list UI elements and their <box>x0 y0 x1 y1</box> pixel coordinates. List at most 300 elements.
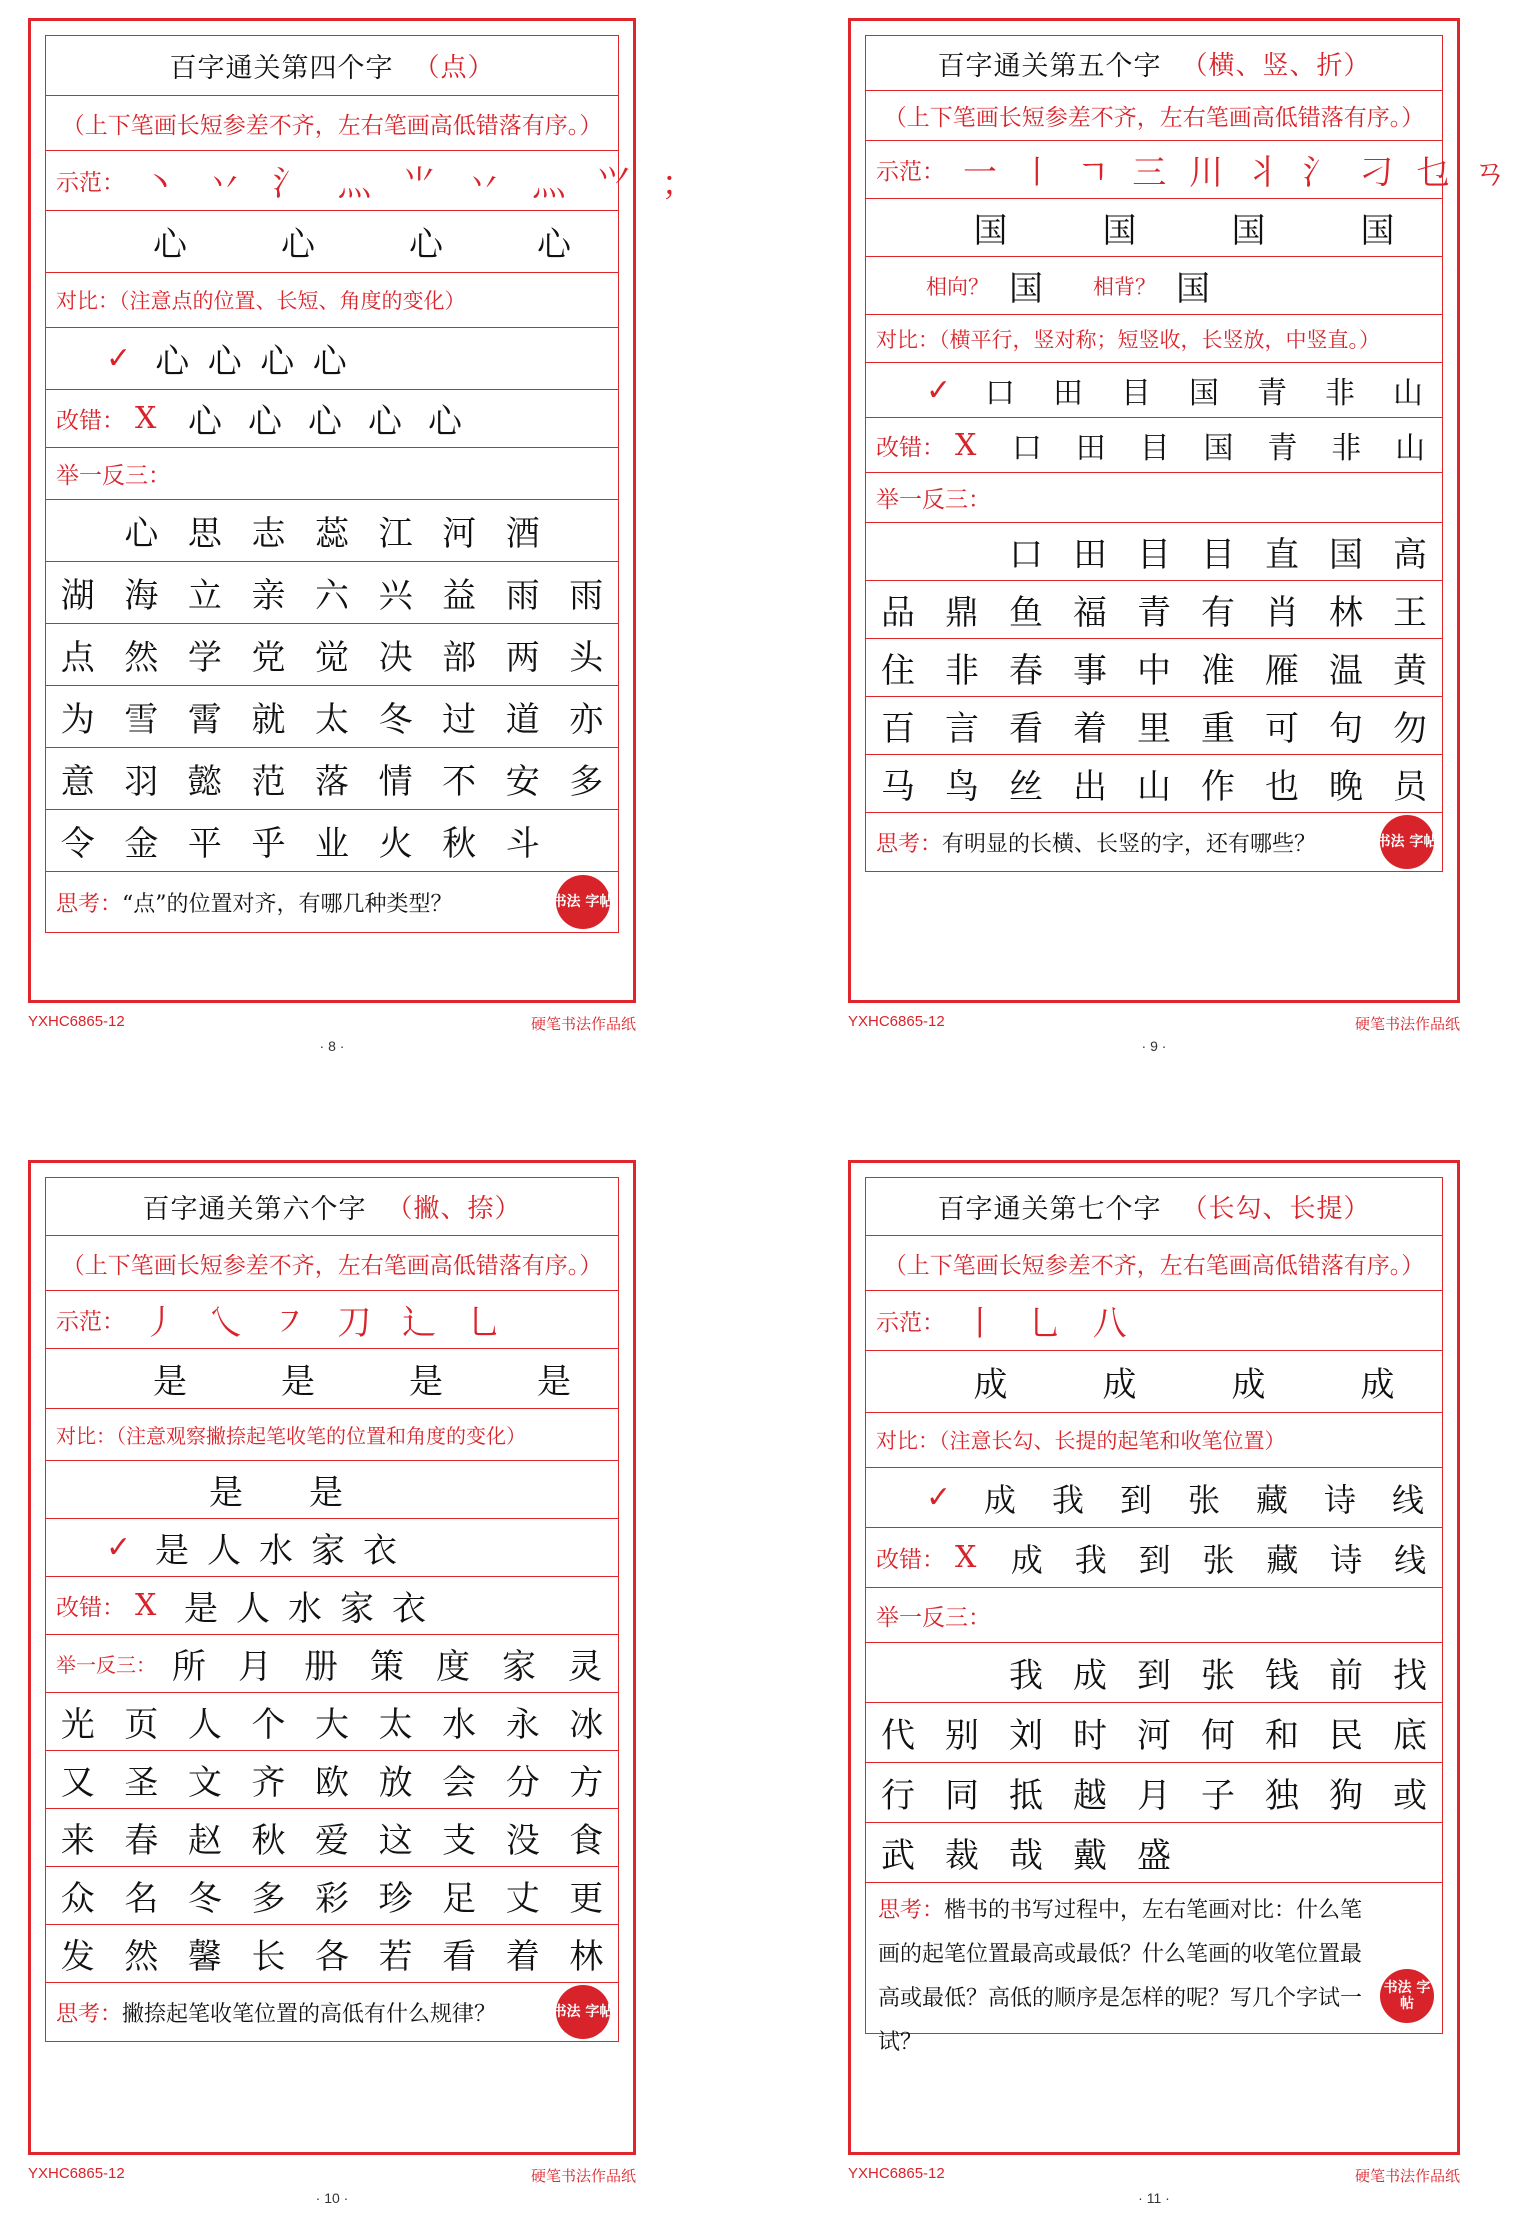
char-cell: 长 <box>251 1937 286 1977</box>
wrong-char: 衣 <box>392 1589 426 1629</box>
char-cell: 度 <box>436 1647 470 1687</box>
char-cell: 成 <box>1073 1656 1107 1696</box>
char-cell: 抵 <box>1009 1776 1043 1816</box>
check-row <box>866 1468 1442 1528</box>
think-label: 思考： <box>876 831 943 857</box>
char-cell: 秋 <box>442 824 477 864</box>
think-text: 有明显的长横、长竖的字，还有哪些？ <box>942 831 1317 857</box>
char-cell: 册 <box>304 1647 338 1687</box>
seal-stamp: 书法 字帖 <box>556 1985 610 2039</box>
wrong-label: 改错： <box>876 434 945 461</box>
char-cell: 点 <box>60 638 95 678</box>
page-title <box>866 36 1442 91</box>
title-subtitle: （点） <box>413 53 495 83</box>
check-icon: ✓ <box>926 1480 952 1515</box>
char-cell: 多 <box>569 762 604 802</box>
char-cell: 林 <box>1329 593 1363 633</box>
check-char: 线 <box>1391 1480 1424 1519</box>
page-8 <box>28 18 706 1058</box>
char-cell: 策 <box>370 1647 404 1687</box>
char-cell: 到 <box>1137 1656 1171 1696</box>
char-cell: 鱼 <box>1009 593 1043 633</box>
wrong-char: 心 <box>308 402 342 442</box>
check-char: 藏 <box>1255 1480 1288 1519</box>
char-cell: 头 <box>569 638 604 678</box>
practice-char: 心 <box>281 225 315 265</box>
char-cell: 肖 <box>1265 593 1299 633</box>
char-cell: 冰 <box>569 1705 604 1745</box>
page-title <box>866 1178 1442 1236</box>
compare-char-row <box>46 1461 618 1519</box>
page-9 <box>848 18 1513 1058</box>
think-text: 撇捺起笔收笔位置的高低有什么规律？ <box>122 2001 497 2027</box>
check-char: 非 <box>1325 376 1355 411</box>
char-cell: 住 <box>881 651 915 691</box>
char-cell: 月 <box>1137 1776 1171 1816</box>
cross-icon: X <box>955 427 977 463</box>
practice-char: 国 <box>973 211 1008 251</box>
check-char: 口 <box>985 376 1015 411</box>
char-cell: 底 <box>1393 1716 1427 1756</box>
char-cell: 行 <box>881 1776 915 1816</box>
wrong-char: 诗 <box>1330 1540 1363 1579</box>
char-cell: 所 <box>172 1647 206 1687</box>
char-cell: 赵 <box>187 1821 222 1861</box>
char-cell <box>1186 1828 1250 1877</box>
demo-row <box>46 1291 618 1349</box>
char-cell: 林 <box>569 1937 604 1977</box>
char-cell: 品 <box>881 593 915 633</box>
title-subtitle: （横、竖、折） <box>1181 50 1371 81</box>
check-char: 是 <box>155 1531 189 1571</box>
page-number: · 11 · <box>1138 2190 1170 2206</box>
char-cell: 欧 <box>315 1763 350 1803</box>
char-cell: 意 <box>60 762 95 802</box>
wrong-char: 心 <box>428 402 462 442</box>
char-cell: 懿 <box>187 762 222 802</box>
char-cell: 永 <box>505 1705 540 1745</box>
char-cell: 不 <box>442 762 477 802</box>
char-cell: 有 <box>1201 593 1235 633</box>
char-cell: 丝 <box>1009 767 1043 807</box>
char-cell: 落 <box>315 762 350 802</box>
char-cell: 立 <box>187 576 222 616</box>
char-cell: 就 <box>251 700 286 740</box>
char-cell: 爱 <box>315 1821 350 1861</box>
char-cell: 为 <box>60 700 95 740</box>
wrong-char: 口 <box>1011 431 1042 466</box>
char-row <box>46 1925 618 1983</box>
wrong-char: 线 <box>1394 1540 1427 1579</box>
title-text: 百字通关第四个字 <box>169 53 394 84</box>
char-cell: 国 <box>1329 535 1363 575</box>
check-char: 山 <box>1393 376 1423 411</box>
compare-question: 相向？ <box>926 274 989 299</box>
char-cell: 着 <box>505 1937 540 1977</box>
char-row <box>46 686 618 748</box>
char-cell: 可 <box>1265 709 1299 749</box>
char-cell: 水 <box>442 1705 477 1745</box>
think-row <box>46 872 618 932</box>
char-row <box>866 697 1442 755</box>
char-cell: 支 <box>442 1821 477 1861</box>
char-cell: 月 <box>238 1647 272 1687</box>
char-cell: 春 <box>1009 651 1043 691</box>
char-cell: 江 <box>378 514 413 554</box>
char-cell: 同 <box>945 1776 979 1816</box>
wrong-label: 改错： <box>56 408 125 434</box>
char-cell <box>930 1648 994 1697</box>
char-cell: 馨 <box>187 1937 222 1977</box>
char-cell: 看 <box>442 1937 477 1977</box>
compare-question: 相背？ <box>1093 274 1156 299</box>
rule-row <box>46 1236 618 1291</box>
char-cell: 盛 <box>1137 1836 1171 1876</box>
char-cell: 部 <box>442 638 477 678</box>
wrong-char: 成 <box>1010 1540 1043 1579</box>
wrong-char: 田 <box>1075 431 1106 466</box>
char-cell <box>1314 1828 1378 1877</box>
think-text: “点”的位置对齐，有哪几种类型？ <box>122 891 453 917</box>
char-cell: 又 <box>60 1763 95 1803</box>
check-char: 青 <box>1257 376 1287 411</box>
char-cell: 灵 <box>568 1647 602 1687</box>
footer-code: YXHC6865-12 <box>28 1013 125 1030</box>
char-cell: 业 <box>315 824 350 864</box>
check-char: 目 <box>1121 376 1151 411</box>
char-cell: 过 <box>442 700 477 740</box>
char-cell: 句 <box>1329 709 1363 749</box>
char-cell: 霄 <box>187 700 222 740</box>
char-cell: 田 <box>1073 535 1107 575</box>
practice-char: 国 <box>1360 211 1395 251</box>
check-row <box>46 328 618 390</box>
page-10-grid <box>45 1177 619 2042</box>
char-cell: 党 <box>251 638 286 678</box>
extend-row <box>866 1588 1442 1643</box>
char-cell: 冬 <box>187 1879 222 1919</box>
practice-char: 是 <box>537 1362 571 1402</box>
wrong-char: 国 <box>1203 431 1234 466</box>
char-cell: 个 <box>251 1705 286 1745</box>
wrong-row <box>46 390 618 448</box>
char-cell: 海 <box>124 576 159 616</box>
check-icon: ✓ <box>926 372 952 408</box>
char-row <box>46 810 618 872</box>
char-cell: 火 <box>378 824 413 864</box>
char-cell: 学 <box>187 638 222 678</box>
char-cell: 圣 <box>124 1763 159 1803</box>
page-number: · 8 · <box>319 1038 345 1054</box>
char-cell: 看 <box>1009 709 1043 749</box>
char-cell: 酒 <box>505 514 540 554</box>
wrong-label: 改错： <box>56 1595 125 1621</box>
extend-label: 举一反三： <box>876 487 991 513</box>
char-cell: 雨 <box>505 576 540 616</box>
seal-stamp: 书法 字帖 <box>1380 1969 1434 2023</box>
wrong-row <box>46 1577 618 1635</box>
rule-row <box>866 91 1442 141</box>
check-char: 诗 <box>1323 1480 1356 1519</box>
char-cell: 鼎 <box>945 593 979 633</box>
think-text: 楷书的书写过程中，左右笔画对比：什么笔画的起笔位置最高或最低？什么笔画的收笔位置最高或最低？高低的顺序是怎样的呢？写几个字试一试？ <box>878 1898 1363 2055</box>
char-cell: 多 <box>251 1879 286 1919</box>
char-cell: 情 <box>378 762 413 802</box>
demo-strokes: 一 〡 ㄱ 三 川 ⺦ ⺡ 刁 乜 ㄢ <box>963 153 1513 193</box>
practice-char: 成 <box>1102 1365 1137 1405</box>
compare-char: 国 <box>1009 269 1043 309</box>
char-row <box>866 1703 1442 1763</box>
check-char: 我 <box>1051 1480 1084 1519</box>
char-cell: 斗 <box>505 824 540 864</box>
char-row <box>46 1693 618 1751</box>
footer-paper: 硬笔书法作品纸 <box>1354 2168 1460 2185</box>
check-char: 成 <box>983 1480 1016 1519</box>
rule-text: （上下笔画长短参差不齐，左右笔画高低错落有序。） <box>883 105 1425 131</box>
char-cell: 道 <box>505 700 540 740</box>
char-cell: 作 <box>1201 767 1235 807</box>
cross-icon: X <box>135 401 157 436</box>
char-cell: 裁 <box>945 1836 979 1876</box>
practice-char: 国 <box>1231 211 1266 251</box>
char-cell: 员 <box>1393 767 1427 807</box>
char-cell: 食 <box>569 1821 604 1861</box>
char-cell: 思 <box>187 514 222 554</box>
page-10-frame <box>28 1160 636 2155</box>
page-9-frame <box>848 18 1513 1003</box>
compare-label: 对比：（注意长勾、长提的起笔和收笔位置） <box>876 1429 1286 1453</box>
char-cell: 狗 <box>1329 1776 1363 1816</box>
char-cell: 独 <box>1265 1776 1299 1816</box>
char-cell: 文 <box>187 1763 222 1803</box>
check-char: 心 <box>207 342 242 382</box>
char-cell: 彩 <box>315 1879 350 1919</box>
char-cell: 代 <box>881 1716 915 1756</box>
title-text: 百字通关第七个字 <box>937 1194 1162 1225</box>
char-cell <box>866 1648 930 1697</box>
page-11 <box>848 1160 1460 2210</box>
wrong-char: 心 <box>368 402 402 442</box>
char-cell: 范 <box>251 762 286 802</box>
demo-strokes: 丶 丷 氵 灬 ⺌ 丷 灬 ⺍ ； <box>143 164 706 204</box>
char-cell: 决 <box>378 638 413 678</box>
practice-char: 成 <box>1231 1365 1266 1405</box>
char-cell: 高 <box>1393 535 1427 575</box>
page-title <box>46 1178 618 1236</box>
char-cell: 口 <box>1009 535 1043 575</box>
think-label: 思考： <box>56 2001 123 2027</box>
char-cell: 家 <box>502 1647 536 1687</box>
footer-code: YXHC6865-12 <box>28 2165 125 2182</box>
char-cell: 冬 <box>378 700 413 740</box>
char-cell: 方 <box>569 1763 604 1803</box>
char-cell: 前 <box>1329 1656 1363 1696</box>
wrong-char: 山 <box>1395 431 1426 466</box>
check-char: 心 <box>155 342 190 382</box>
char-cell: 武 <box>881 1836 915 1876</box>
char-cell: 两 <box>505 638 540 678</box>
wrong-char: 我 <box>1074 1540 1107 1579</box>
check-icon: ✓ <box>106 341 132 376</box>
char-cell: 金 <box>124 824 159 864</box>
char-cell: 太 <box>378 1705 413 1745</box>
char-cell: 马 <box>881 767 915 807</box>
page-11-grid <box>865 1177 1443 2055</box>
wrong-char: 非 <box>1331 431 1362 466</box>
demo-label: 示范： <box>56 1309 125 1335</box>
wrong-char: 青 <box>1267 431 1298 466</box>
demo-strokes: 丨 乚 八 <box>963 1304 1137 1344</box>
char-cell: 然 <box>124 1937 159 1977</box>
char-cell: 益 <box>442 576 477 616</box>
compare-char: 是 <box>309 1473 343 1513</box>
demo-label: 示范： <box>876 1310 945 1336</box>
compare-label: 对比：（注意观察撇捺起笔收笔的位置和角度的变化） <box>56 1424 526 1448</box>
check-row <box>866 363 1442 418</box>
wrong-row <box>866 1528 1442 1588</box>
char-row <box>866 755 1442 813</box>
char-cell: 事 <box>1073 651 1107 691</box>
char-cell: 重 <box>1201 709 1235 749</box>
practice-char: 心 <box>153 225 187 265</box>
cross-icon: X <box>135 1588 157 1623</box>
compare-char: 是 <box>209 1473 243 1513</box>
demo-label: 示范： <box>56 170 125 196</box>
char-cell: 百 <box>881 709 915 749</box>
char-cell: 河 <box>1137 1716 1171 1756</box>
char-cell: 各 <box>315 1937 350 1977</box>
char-cell: 更 <box>569 1879 604 1919</box>
char-cell: 六 <box>315 576 350 616</box>
char-cell: 也 <box>1265 767 1299 807</box>
check-char: 人 <box>207 1531 241 1571</box>
char-cell: 出 <box>1073 767 1107 807</box>
think-row <box>866 1883 1442 2055</box>
char-cell: 和 <box>1265 1716 1299 1756</box>
char-row <box>46 562 618 624</box>
page-9-grid <box>865 35 1513 872</box>
title-text: 百字通关第五个字 <box>937 50 1162 82</box>
page-number: · 9 · <box>1141 1038 1167 1054</box>
char-cell: 众 <box>60 1879 95 1919</box>
char-cell: 人 <box>187 1705 222 1745</box>
wrong-row <box>866 418 1442 473</box>
wrong-char: 心 <box>248 402 282 442</box>
char-row <box>866 523 1442 581</box>
rule-text: （上下笔画长短参差不齐，左右笔画高低错落有序。） <box>61 112 603 139</box>
char-cell: 发 <box>60 1937 95 1977</box>
char-cell: 找 <box>1393 1656 1427 1696</box>
char-row <box>46 500 618 562</box>
compare-label: 对比：（注意点的位置、长短、角度的变化） <box>56 289 466 313</box>
char-cell: 乎 <box>251 824 286 864</box>
practice-row <box>46 211 618 273</box>
char-cell <box>866 527 930 576</box>
char-row <box>866 581 1442 639</box>
think-row <box>46 1983 618 2041</box>
think-label: 思考： <box>878 1898 945 1923</box>
char-cell: 越 <box>1073 1776 1107 1816</box>
char-cell: 觉 <box>315 638 350 678</box>
char-cell: 刘 <box>1009 1716 1043 1756</box>
char-cell: 兴 <box>378 576 413 616</box>
footer-code: YXHC6865-12 <box>848 1013 945 1030</box>
char-cell: 张 <box>1201 1656 1235 1696</box>
check-char: 心 <box>260 342 295 382</box>
compare-row <box>866 315 1442 363</box>
char-cell: 来 <box>60 1821 95 1861</box>
rule-text: （上下笔画长短参差不齐，左右笔画高低错落有序。） <box>61 1252 603 1279</box>
seal-stamp: 书法 字帖 <box>556 875 610 929</box>
char-cell: 准 <box>1201 651 1235 691</box>
practice-row <box>866 199 1442 257</box>
char-cell: 别 <box>945 1716 979 1756</box>
title-text: 百字通关第六个字 <box>142 1194 367 1225</box>
char-cell: 里 <box>1137 709 1171 749</box>
rule-row <box>866 1236 1442 1291</box>
char-cell: 戴 <box>1073 1836 1107 1876</box>
practice-char: 心 <box>537 225 571 265</box>
char-cell: 子 <box>1201 1776 1235 1816</box>
char-cell: 春 <box>124 1821 159 1861</box>
rule-text: （上下笔画长短参差不齐，左右笔画高低错落有序。） <box>883 1252 1425 1279</box>
char-cell: 蕊 <box>315 514 350 554</box>
char-row <box>866 1823 1442 1883</box>
char-cell: 时 <box>1073 1716 1107 1756</box>
char-row <box>46 1867 618 1925</box>
cross-icon: X <box>955 1540 977 1575</box>
wrong-label: 改错： <box>876 1547 945 1573</box>
char-cell <box>930 527 994 576</box>
char-cell: 放 <box>378 1763 413 1803</box>
wrong-char: 人 <box>236 1589 270 1629</box>
char-cell: 安 <box>505 762 540 802</box>
wrong-char: 水 <box>288 1589 322 1629</box>
extend-label: 举一反三： <box>56 463 171 489</box>
practice-char: 成 <box>1360 1365 1395 1405</box>
compare-q-row <box>866 257 1442 315</box>
char-cell: 名 <box>124 1879 159 1919</box>
demo-strokes: 丿 乀 ㇇ 刀 ⻌ 乚 <box>143 1303 512 1343</box>
extend-label: 举一反三： <box>56 1653 156 1677</box>
char-cell: 雨 <box>569 576 604 616</box>
char-cell: 然 <box>124 638 159 678</box>
char-cell: 雁 <box>1265 651 1299 691</box>
char-cell: 中 <box>1137 651 1171 691</box>
rule-row <box>46 96 618 151</box>
char-row <box>866 1763 1442 1823</box>
page-8-frame <box>28 18 706 1003</box>
char-row <box>46 1809 618 1867</box>
title-subtitle: （长勾、长提） <box>1181 1194 1371 1224</box>
char-cell: 齐 <box>251 1763 286 1803</box>
char-cell: 大 <box>315 1705 350 1745</box>
char-row <box>866 639 1442 697</box>
char-row <box>46 624 618 686</box>
char-cell: 河 <box>442 514 477 554</box>
char-cell: 晚 <box>1329 767 1363 807</box>
char-cell: 温 <box>1329 651 1363 691</box>
extend-row <box>866 473 1442 523</box>
char-cell: 雪 <box>124 700 159 740</box>
char-cell: 哉 <box>1009 1836 1043 1876</box>
check-char: 到 <box>1119 1480 1152 1519</box>
char-cell: 黄 <box>1393 651 1427 691</box>
page-10 <box>28 1160 636 2210</box>
compare-char: 国 <box>1176 269 1210 309</box>
char-cell <box>1250 1828 1314 1877</box>
char-cell: 着 <box>1073 709 1107 749</box>
